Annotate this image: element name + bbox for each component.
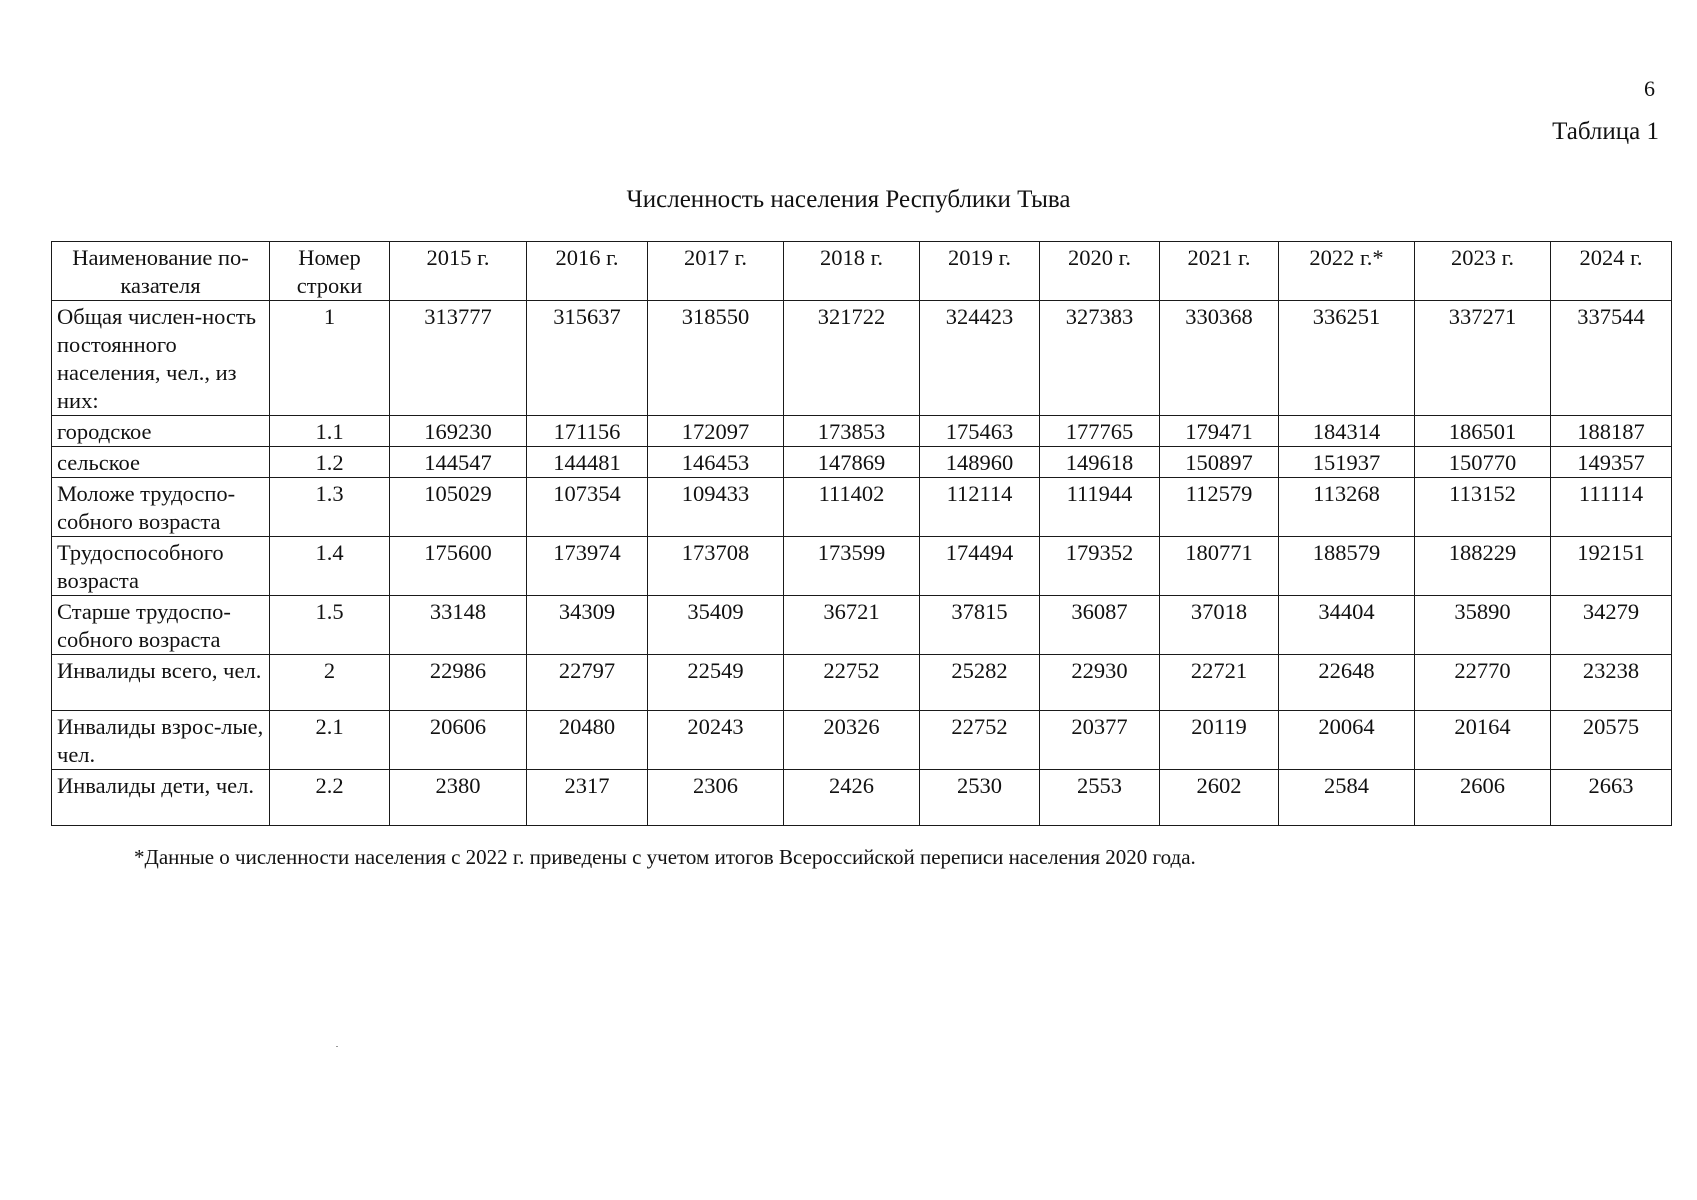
- table-cell: 20606: [390, 711, 527, 770]
- table-cell: 33148: [390, 596, 527, 655]
- table-cell: 111944: [1040, 478, 1160, 537]
- table-cell: 105029: [390, 478, 527, 537]
- table-cell: 2663: [1551, 770, 1672, 826]
- header-year: 2019 г.: [920, 242, 1040, 301]
- table-cell: 113152: [1415, 478, 1551, 537]
- table-cell: 336251: [1279, 301, 1415, 416]
- table-cell: 34404: [1279, 596, 1415, 655]
- table-cell: 113268: [1279, 478, 1415, 537]
- table-cell: 2602: [1160, 770, 1279, 826]
- table-cell: 22986: [390, 655, 527, 711]
- table-cell: 169230: [390, 416, 527, 447]
- table-row: [52, 596, 1672, 655]
- table-cell: 2306: [648, 770, 784, 826]
- table-cell: 2426: [784, 770, 920, 826]
- table-cell: 2317: [527, 770, 648, 826]
- table-cell: 35890: [1415, 596, 1551, 655]
- table-cell: 36087: [1040, 596, 1160, 655]
- row-name: Инвалиды всего, чел.: [52, 655, 270, 711]
- table-cell: 173599: [784, 537, 920, 596]
- table-cell: 20575: [1551, 711, 1672, 770]
- row-name: Моложе трудоспо-собного возраста: [52, 478, 270, 537]
- table-row: [52, 447, 1672, 478]
- table-cell: 37018: [1160, 596, 1279, 655]
- header-year: 2023 г.: [1415, 242, 1551, 301]
- header-name: Наименование по-казателя: [52, 242, 270, 301]
- table-row: [52, 711, 1672, 770]
- table-cell: 180771: [1160, 537, 1279, 596]
- table-row: [52, 537, 1672, 596]
- scan-speck: [336, 1046, 338, 1047]
- table-cell: 22770: [1415, 655, 1551, 711]
- table-cell: 174494: [920, 537, 1040, 596]
- header-year: 2022 г.*: [1279, 242, 1415, 301]
- table-cell: 22648: [1279, 655, 1415, 711]
- table-cell: 147869: [784, 447, 920, 478]
- table-cell: 20243: [648, 711, 784, 770]
- table-cell: 184314: [1279, 416, 1415, 447]
- table-cell: 25282: [920, 655, 1040, 711]
- row-number: 2.2: [270, 770, 390, 826]
- table-cell: 20164: [1415, 711, 1551, 770]
- row-name: Старше трудоспо-собного возраста: [52, 596, 270, 655]
- table-cell: 330368: [1160, 301, 1279, 416]
- table-cell: 146453: [648, 447, 784, 478]
- table-cell: 175600: [390, 537, 527, 596]
- table-row: [52, 770, 1672, 826]
- table-row: [52, 655, 1672, 711]
- header-year: 2016 г.: [527, 242, 648, 301]
- table-label: Таблица 1: [1552, 118, 1659, 145]
- table-cell: 150770: [1415, 447, 1551, 478]
- table-cell: 112114: [920, 478, 1040, 537]
- table-cell: 173853: [784, 416, 920, 447]
- table-cell: 34279: [1551, 596, 1672, 655]
- table-cell: 20064: [1279, 711, 1415, 770]
- table-cell: 173708: [648, 537, 784, 596]
- table-row: [52, 301, 1672, 416]
- row-number: 1.2: [270, 447, 390, 478]
- table-cell: 179352: [1040, 537, 1160, 596]
- table-row: [52, 416, 1672, 447]
- table-cell: 2553: [1040, 770, 1160, 826]
- row-number: 1.5: [270, 596, 390, 655]
- table-cell: 22930: [1040, 655, 1160, 711]
- table-cell: 324423: [920, 301, 1040, 416]
- table-cell: 175463: [920, 416, 1040, 447]
- table-cell: 20377: [1040, 711, 1160, 770]
- table-cell: 188579: [1279, 537, 1415, 596]
- row-number: 1: [270, 301, 390, 416]
- header-year: 2018 г.: [784, 242, 920, 301]
- table-cell: 22549: [648, 655, 784, 711]
- row-number: 1.4: [270, 537, 390, 596]
- table-cell: 36721: [784, 596, 920, 655]
- row-number: 2.1: [270, 711, 390, 770]
- table-cell: 173974: [527, 537, 648, 596]
- page-number: 6: [1644, 76, 1655, 101]
- table-cell: 150897: [1160, 447, 1279, 478]
- table-cell: 20326: [784, 711, 920, 770]
- table-cell: 313777: [390, 301, 527, 416]
- table-header-row: [52, 242, 1672, 301]
- table-cell: 34309: [527, 596, 648, 655]
- row-name: городское: [52, 416, 270, 447]
- table-cell: 192151: [1551, 537, 1672, 596]
- table-cell: 337271: [1415, 301, 1551, 416]
- table-cell: 22797: [527, 655, 648, 711]
- table-cell: 111402: [784, 478, 920, 537]
- row-number: 2: [270, 655, 390, 711]
- header-row-number: Номер строки: [270, 242, 390, 301]
- table-cell: 188229: [1415, 537, 1551, 596]
- table-cell: 22752: [920, 711, 1040, 770]
- header-year: 2015 г.: [390, 242, 527, 301]
- table-cell: 321722: [784, 301, 920, 416]
- table-cell: 37815: [920, 596, 1040, 655]
- table-cell: 149357: [1551, 447, 1672, 478]
- population-table: [51, 241, 1672, 826]
- table-cell: 35409: [648, 596, 784, 655]
- header-year: 2020 г.: [1040, 242, 1160, 301]
- table-cell: 151937: [1279, 447, 1415, 478]
- table-cell: 109433: [648, 478, 784, 537]
- table-cell: 2380: [390, 770, 527, 826]
- table-cell: 20480: [527, 711, 648, 770]
- page-title: Численность населения Республики Тыва: [626, 186, 1071, 213]
- footnote: *Данные о численности населения с 2022 г. приведены с учетом итогов Всероссийской переписи населения 2020 года.: [134, 845, 1196, 869]
- table-cell: 179471: [1160, 416, 1279, 447]
- row-name: Инвалиды взрос-лые, чел.: [52, 711, 270, 770]
- table-cell: 22721: [1160, 655, 1279, 711]
- table-cell: 22752: [784, 655, 920, 711]
- table-cell: 107354: [527, 478, 648, 537]
- table-cell: 144547: [390, 447, 527, 478]
- table-cell: 188187: [1551, 416, 1672, 447]
- table-cell: 172097: [648, 416, 784, 447]
- table-cell: 144481: [527, 447, 648, 478]
- header-year: 2021 г.: [1160, 242, 1279, 301]
- table-cell: 2530: [920, 770, 1040, 826]
- row-number: 1.3: [270, 478, 390, 537]
- table-cell: 23238: [1551, 655, 1672, 711]
- row-name: Трудоспособного возраста: [52, 537, 270, 596]
- table-cell: 111114: [1551, 478, 1672, 537]
- table-cell: 2606: [1415, 770, 1551, 826]
- table-cell: 148960: [920, 447, 1040, 478]
- table-cell: 186501: [1415, 416, 1551, 447]
- row-name: Общая числен-ность постоянного населения, чел., из них:: [52, 301, 270, 416]
- table-cell: 112579: [1160, 478, 1279, 537]
- table-cell: 20119: [1160, 711, 1279, 770]
- table-cell: 177765: [1040, 416, 1160, 447]
- header-year: 2024 г.: [1551, 242, 1672, 301]
- row-name: сельское: [52, 447, 270, 478]
- table-cell: 315637: [527, 301, 648, 416]
- table-row: [52, 478, 1672, 537]
- table-cell: 327383: [1040, 301, 1160, 416]
- table-cell: 318550: [648, 301, 784, 416]
- table-cell: 149618: [1040, 447, 1160, 478]
- table-cell: 171156: [527, 416, 648, 447]
- table-cell: 2584: [1279, 770, 1415, 826]
- table-cell: 337544: [1551, 301, 1672, 416]
- row-number: 1.1: [270, 416, 390, 447]
- header-year: 2017 г.: [648, 242, 784, 301]
- row-name: Инвалиды дети, чел.: [52, 770, 270, 826]
